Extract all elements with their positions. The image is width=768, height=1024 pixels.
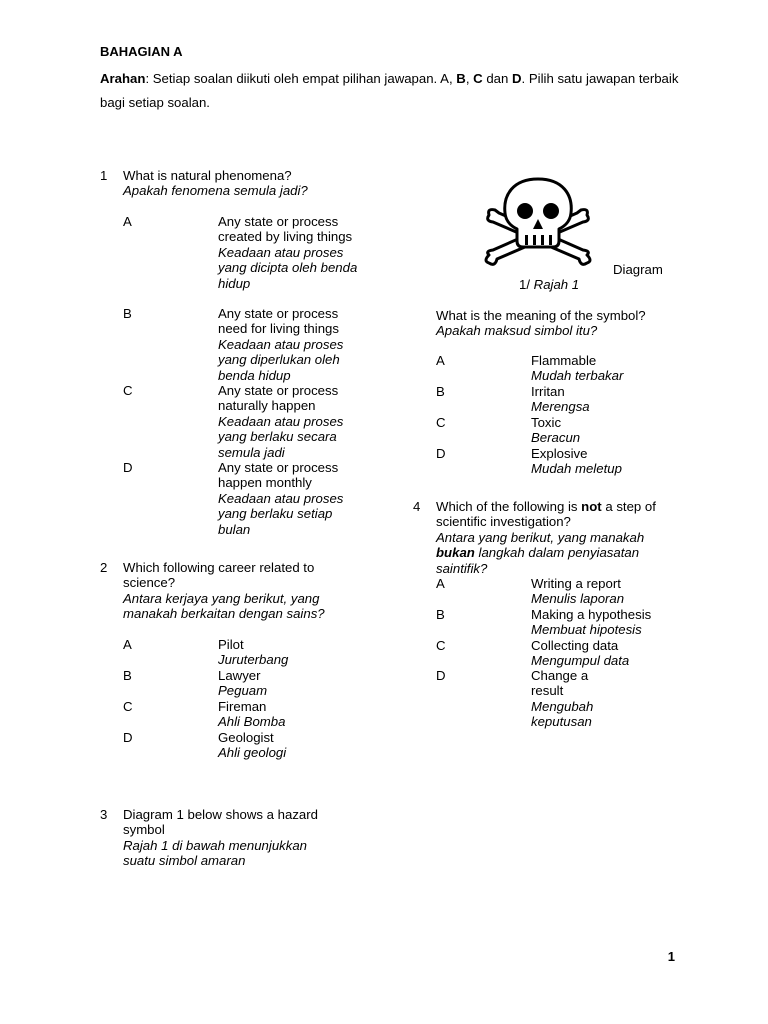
question-text-ms-pre: Antara yang berikut, yang manakah — [436, 529, 645, 545]
option-text — [218, 730, 368, 761]
option-text-ms: Mudah terbakar — [531, 368, 624, 384]
instructions-text-1: : Setiap soalan diikuti oleh empat pilihan jawapan. A, — [145, 71, 457, 86]
option-letter: A — [436, 576, 445, 591]
question-text-en: Which following career related to science? — [123, 560, 315, 591]
option-text-ms: Juruterbang — [218, 652, 289, 668]
option-text — [218, 306, 368, 383]
question-stem — [123, 168, 348, 199]
question-number: 2 — [100, 560, 108, 575]
option-letter: C — [123, 699, 133, 714]
question-text-en-bold: not — [581, 499, 602, 514]
option-text — [218, 668, 368, 699]
option-text-en: Collecting data — [531, 638, 619, 653]
question-prompt — [436, 308, 686, 339]
option-letter: B — [123, 668, 132, 683]
question-number: 4 — [413, 499, 421, 514]
instructions-option-c: C — [473, 71, 483, 86]
diagram-label: Diagram — [613, 262, 663, 277]
option-text-en: Change a result — [531, 668, 589, 699]
option-text-ms: Keadaan atau proses yang dicipta oleh benda hidup — [218, 244, 358, 291]
question-text-en: Diagram 1 below shows a hazard symbol — [123, 807, 318, 838]
option-text — [218, 637, 368, 668]
instructions-dan: dan — [482, 71, 513, 86]
option-text — [218, 214, 368, 291]
diagram-caption — [519, 277, 579, 292]
question-text-ms: Rajah 1 di bawah menunjukkan suatu simbol amaran — [123, 837, 308, 869]
option-text-en: Fireman — [218, 699, 267, 714]
option-text-en: Explosive — [531, 446, 588, 461]
option-letter: B — [436, 607, 445, 622]
option-text — [218, 383, 368, 460]
option-text-en: Irritan — [531, 384, 565, 399]
question-text-ms — [436, 530, 676, 576]
option-text-en: Any state or process happen monthly — [218, 460, 339, 491]
question-number: 1 — [100, 168, 108, 183]
question-prompt-ms: Apakah maksud simbol itu? — [436, 323, 598, 339]
option-text — [531, 353, 681, 384]
option-text — [531, 638, 671, 669]
question-text-en — [436, 499, 676, 530]
option-text-ms: Menulis laporan — [531, 591, 625, 607]
option-text — [531, 607, 671, 638]
instructions — [100, 67, 700, 115]
option-text-en: Pilot — [218, 637, 244, 652]
option-text-en: Toxic — [531, 415, 562, 430]
option-letter: D — [123, 730, 133, 745]
option-letter: B — [123, 306, 132, 321]
option-text-ms: Beracun — [531, 430, 581, 446]
option-text-ms: Ahli Bomba — [218, 714, 286, 730]
option-text-ms: Mengumpul data — [531, 653, 630, 669]
question-stem — [123, 560, 348, 622]
option-text — [531, 576, 671, 607]
option-text-ms: Ahli geologi — [218, 745, 287, 761]
page-number: 1 — [667, 949, 675, 964]
option-letter: B — [436, 384, 445, 399]
diagram-caption-number: 1/ — [519, 277, 534, 292]
option-text-ms: Merengsa — [531, 399, 590, 415]
option-text — [218, 699, 368, 730]
option-text-en: Making a hypothesis — [531, 607, 652, 622]
question-text-ms: Antara kerjaya yang berikut, yang manakah berkaitan dengan sains? — [123, 590, 325, 622]
option-text-ms: Mengubah keputusan — [531, 698, 594, 730]
option-text-en: Writing a report — [531, 576, 621, 591]
option-text-ms: Mudah meletup — [531, 461, 622, 477]
option-text-en: Geologist — [218, 730, 274, 745]
question-prompt-en: What is the meaning of the symbol? — [436, 308, 646, 323]
option-text-ms: Peguam — [218, 683, 268, 699]
option-text-ms: Keadaan atau proses yang diperlukan oleh benda hidup — [218, 336, 344, 383]
instructions-comma: , — [465, 71, 474, 86]
diagram-caption-ms: Rajah 1 — [533, 277, 580, 292]
instructions-option-d: D — [512, 71, 522, 86]
option-text-en: Any state or process need for living things — [218, 306, 339, 337]
option-letter: C — [436, 638, 446, 653]
option-text-ms: Keadaan atau proses yang berlaku secara semula jadi — [218, 413, 344, 460]
option-letter: D — [123, 460, 133, 475]
question-stem — [123, 807, 338, 869]
option-letter: D — [436, 446, 446, 461]
skull-crossbones-icon — [483, 175, 593, 275]
instructions-label: Arahan — [100, 71, 146, 86]
option-letter: D — [436, 668, 446, 683]
question-text-ms: Apakah fenomena semula jadi? — [123, 183, 308, 199]
option-text-ms: Membuat hipotesis — [531, 622, 642, 638]
section-title: BAHAGIAN A — [100, 44, 183, 59]
question-stem — [436, 499, 676, 576]
option-letter: A — [123, 637, 132, 652]
question-text-ms-post: langkah dalam penyiasatan saintifik? — [436, 545, 640, 576]
question-text-en: What is natural phenomena? — [123, 168, 292, 183]
option-letter: C — [436, 415, 446, 430]
option-text-en: Flammable — [531, 353, 597, 368]
question-number: 3 — [100, 807, 108, 822]
option-letter: A — [436, 353, 445, 368]
option-letter: C — [123, 383, 133, 398]
question-text-en-pre: Which of the following is — [436, 499, 582, 514]
option-letter: A — [123, 214, 132, 229]
option-text-en: Any state or process naturally happen — [218, 383, 339, 414]
option-text — [218, 460, 368, 537]
option-text — [531, 668, 621, 730]
option-text — [531, 384, 681, 415]
option-text-en: Any state or process created by living things — [218, 214, 353, 245]
question-text-en-post: a step of scientific investigation? — [436, 499, 656, 530]
instructions-text-2: . Pilih satu jawapan terbaik bagi setiap soalan. — [100, 71, 679, 110]
option-text — [531, 446, 681, 477]
option-text-en: Lawyer — [218, 668, 261, 683]
question-text-ms-bold: bukan — [436, 545, 475, 561]
option-text-ms: Keadaan atau proses yang berlaku setiap bulan — [218, 490, 344, 537]
option-text — [531, 415, 681, 446]
instructions-option-b: B — [456, 71, 466, 86]
